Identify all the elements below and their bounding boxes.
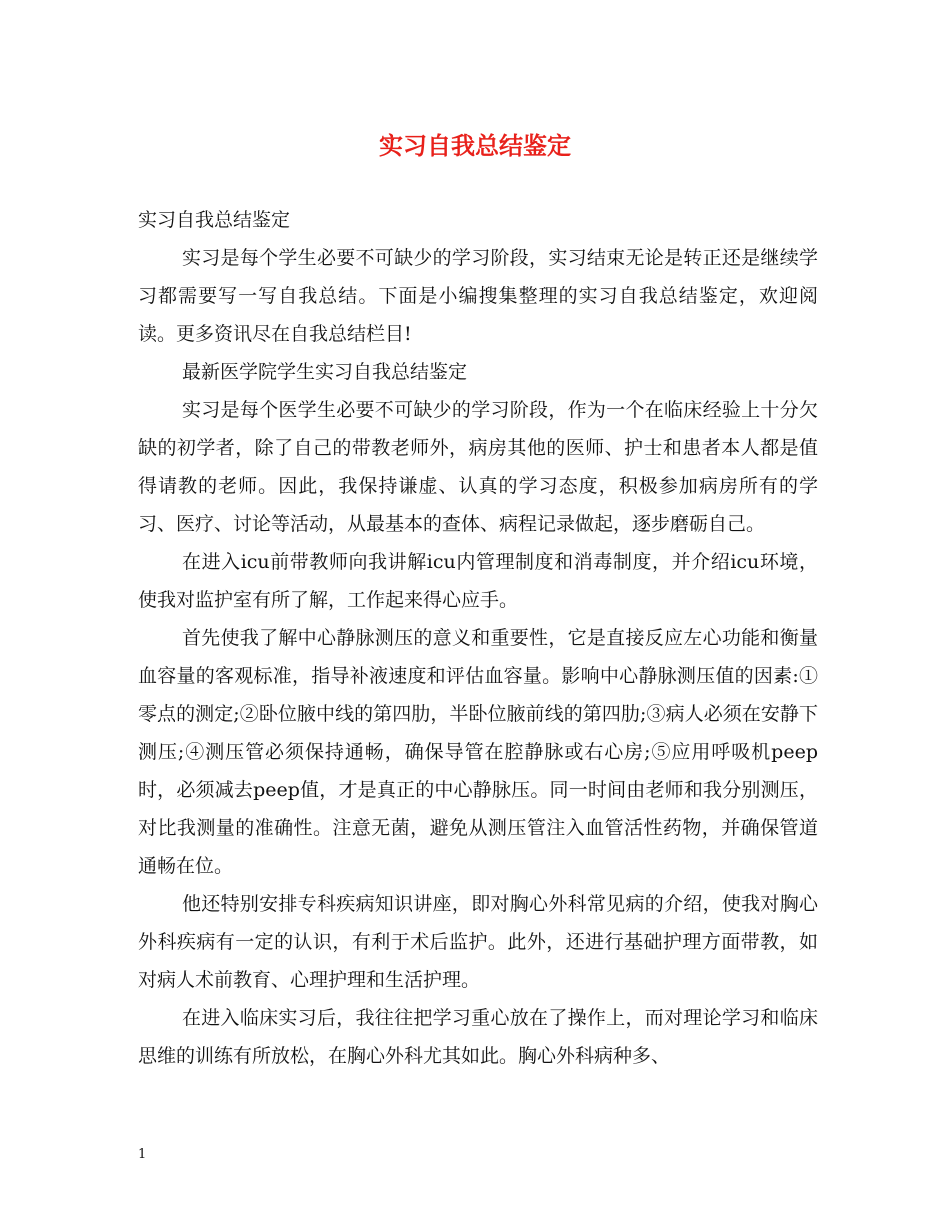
document-title: 实习自我总结鉴定 — [379, 131, 571, 160]
body-paragraph: 在进入icu前带教师向我讲解icu内管理制度和消毒制度，并介绍icu环境，使我对监护室有所了解，工作起来得心应手。 — [138, 551, 818, 611]
body-paragraph: 实习是每个学生必要不可缺少的学习阶段，实习结束无论是转正还是继续学习都需要写一写自我总结。下面是小编搜集整理的实习自我总结鉴定，欢迎阅读。更多资讯尽在自我总结栏目! — [138, 247, 818, 345]
section-heading: 最新医学院学生实习自我总结鉴定 — [182, 361, 468, 383]
body-paragraph: 实习是每个医学生必要不可缺少的学习阶段，作为一个在临床经验上十分欠缺的初学者，除了自己的带教老师外，病房其他的医师、护士和患者本人都是值得请教的老师。因此，我保持谦虚、认真的学习态度，积极参加病房所有的学习、医疗、讨论等活动，从最基本的查体、病程记录做起，逐步磨砺自己。 — [138, 399, 818, 535]
body-paragraph: 他还特别安排专科疾病知识讲座，即对胸心外科常见病的介绍，使我对胸心外科疾病有一定的认识，有利于术后监护。此外，还进行基础护理方面带教，如对病人术前教育、心理护理和生活护理。 — [138, 893, 818, 991]
document-body — [138, 201, 818, 1075]
body-paragraph: 实习自我总结鉴定 — [138, 209, 291, 231]
body-paragraph: 首先使我了解中心静脉测压的意义和重要性，它是直接反应左心功能和衡量血容量的客观标准，指导补液速度和评估血容量。影响中心静脉测压值的因素:①零点的测定;②卧位腋中线的第四肋，半卧位腋前线的第四肋;③病人必须在安静下测压;④测压管必须保持通畅，确保导管在腔静脉或右心房;⑤应用呼吸机peep时，必须减去peep值，才是真正的中心静脉压。同一时间由老师和我分别测压，对比我测量的准确性。注意无菌，避免从测压管注入血管活性药物，并确保管道通畅在位。 — [138, 627, 818, 877]
page-number: 1 — [138, 1147, 147, 1162]
body-paragraph: 在进入临床实习后，我往往把学习重心放在了操作上，而对理论学习和临床思维的训练有所放松，在胸心外科尤其如此。胸心外科病种多、 — [138, 1007, 818, 1067]
